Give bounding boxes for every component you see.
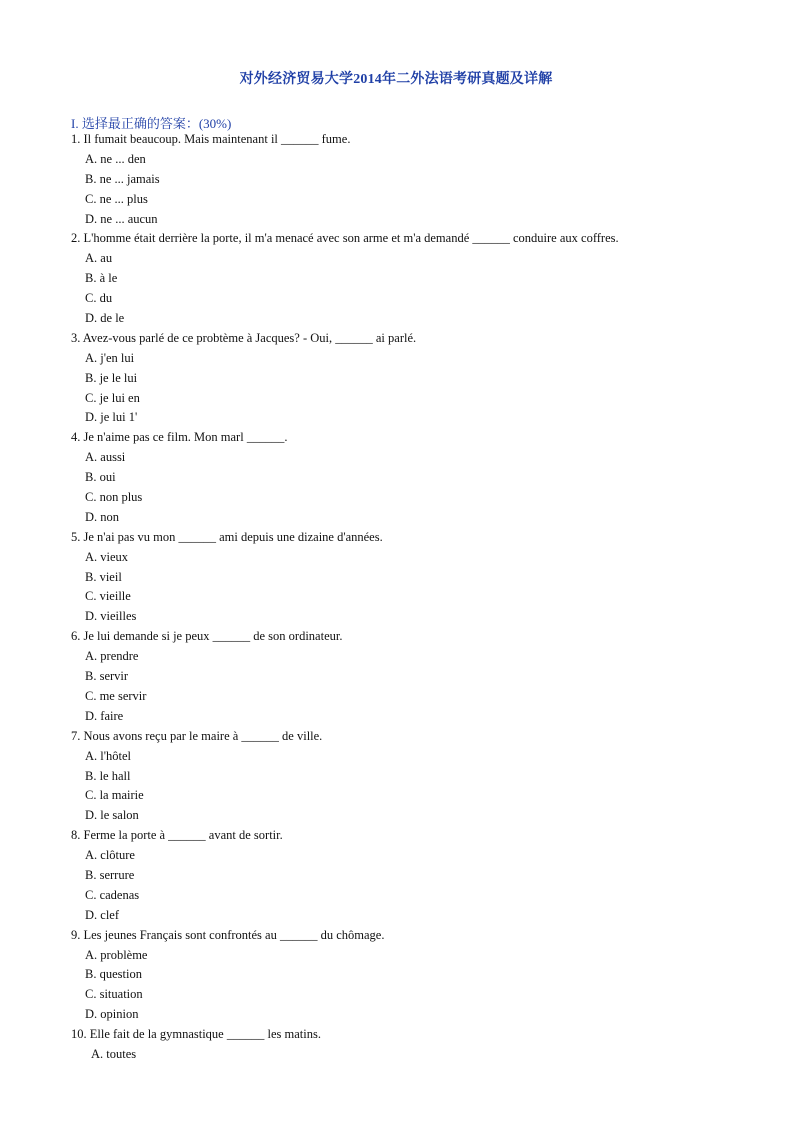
question-stem: 8. Ferme la porte à ______ avant de sortir. bbox=[71, 828, 283, 843]
answer-option: A. aussi bbox=[85, 450, 126, 465]
answer-option: C. situation bbox=[85, 987, 143, 1002]
answer-option: A. ne ... den bbox=[85, 151, 146, 166]
answer-option: D. faire bbox=[85, 708, 124, 723]
answer-option: B. servir bbox=[85, 669, 129, 684]
answer-option: D. clef bbox=[85, 907, 120, 922]
answer-option: A. l'hôtel bbox=[85, 748, 131, 763]
question-stem: 6. Je lui demande si je peux ______ de son ordinateur. bbox=[71, 629, 343, 644]
question-stem: 9. Les jeunes Français sont confrontés au ______ du chômage. bbox=[71, 927, 385, 942]
answer-option: B. serrure bbox=[85, 867, 135, 882]
answer-option: A. prendre bbox=[85, 649, 139, 664]
question-list bbox=[71, 130, 751, 1065]
answer-option: D. opinion bbox=[85, 1007, 139, 1022]
question-stem: 2. L'homme était derrière la porte, il m'a menacé avec son arme et m'a demandé ______ conduire aux coffres. bbox=[71, 231, 619, 246]
answer-option: C. non plus bbox=[85, 490, 143, 505]
answer-option: D. non bbox=[85, 509, 120, 524]
answer-option: A. au bbox=[85, 251, 113, 266]
question-stem: 5. Je n'ai pas vu mon ______ ami depuis une dizaine d'années. bbox=[71, 529, 383, 544]
answer-option: B. je le lui bbox=[85, 370, 138, 385]
answer-option: D. je lui 1' bbox=[85, 410, 138, 425]
answer-option: C. je lui en bbox=[85, 390, 140, 405]
answer-option: C. la mairie bbox=[85, 788, 144, 803]
answer-option: A. problème bbox=[85, 947, 148, 962]
answer-option: D. de le bbox=[85, 311, 125, 326]
section-heading: I. 选择最正确的答案：(30%) bbox=[71, 116, 232, 131]
answer-option: B. question bbox=[85, 967, 142, 982]
answer-option: B. à le bbox=[85, 271, 118, 286]
answer-option: A. toutes bbox=[91, 1046, 137, 1061]
answer-option: A. vieux bbox=[85, 549, 129, 564]
question-stem: 7. Nous avons reçu par le maire à ______ de ville. bbox=[71, 728, 323, 743]
answer-option: B. ne ... jamais bbox=[85, 171, 160, 186]
answer-option: C. vieille bbox=[85, 589, 131, 604]
answer-option: D. ne ... aucun bbox=[85, 211, 158, 226]
answer-option: D. le salon bbox=[85, 808, 139, 823]
question-stem: 4. Je n'aime pas ce film. Mon marl ______. bbox=[71, 430, 288, 445]
answer-option: C. du bbox=[85, 291, 113, 306]
answer-option: C. me servir bbox=[85, 688, 147, 703]
answer-option: C. ne ... plus bbox=[85, 191, 148, 206]
question-stem: 1. Il fumait beaucoup. Mais maintenant il ______ fume. bbox=[71, 132, 351, 146]
answer-option: D. vieilles bbox=[85, 609, 137, 624]
answer-option: A. j'en lui bbox=[85, 350, 135, 365]
document-title: 对外经济贸易大学2014年二外法语考研真题及详解 bbox=[239, 72, 553, 87]
answer-option: B. le hall bbox=[85, 768, 131, 783]
answer-option: B. oui bbox=[85, 470, 116, 485]
answer-option: C. cadenas bbox=[85, 887, 140, 902]
answer-option: B. vieil bbox=[85, 569, 122, 584]
question-stem: 10. Elle fait de la gymnastique ______ les matins. bbox=[71, 1027, 321, 1042]
question-stem: 3. Avez-vous parlé de ce probtème à Jacques? - Oui, ______ ai parlé. bbox=[71, 330, 417, 345]
answer-option: A. clôture bbox=[85, 848, 135, 863]
